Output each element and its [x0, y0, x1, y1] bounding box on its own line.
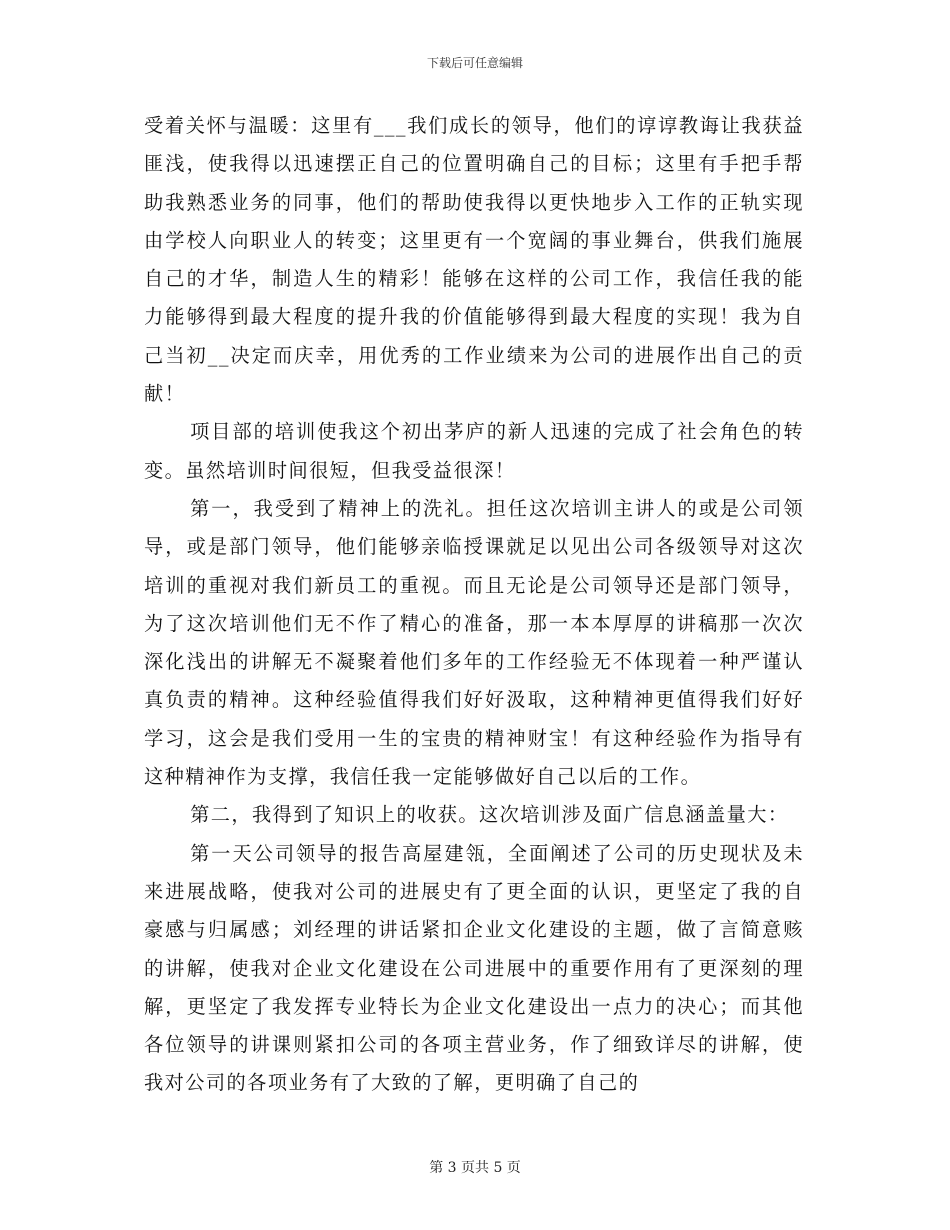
paragraph-5: 第一天公司领导的报告高屋建瓴，全面阐述了公司的历史现状及未来进展战略，使我对公司的进展史有了更全面的认识，更坚定了我的自豪感与归属感；刘经理的讲话紧扣企业文化建设的主题，做了言简意赅的讲解，使我对企业文化建设在公司进展中的重要作用有了更深刻的理解，更坚定了我发挥专业特长为企业文化建设出一点力的决心；而其他各位领导的讲课则紧扣公司的各项主营业务，作了细致详尽的讲解，使我对公司的各项业务有了大致的了解，更明确了自己的 [144, 841, 804, 1095]
paragraph-2: 项目部的培训使我这个初出茅庐的新人迅速的完成了社会角色的转变。虽然培训时间很短，但我受益很深！ [144, 420, 804, 482]
paragraph-3: 第一，我受到了精神上的洗礼。担任这次培训主讲人的或是公司领导，或是部门领导，他们能够亲临授课就足以见出公司各级领导对这次培训的重视对我们新员工的重视。而且无论是公司领导还是部门领导，为了这次培训他们无不作了精心的准备，那一本本厚厚的讲稿那一次次深化浅出的讲解无不凝聚着他们多年的工作经验无不体现着一种严谨认真负责的精神。这种经验值得我们好好汲取，这种精神更值得我们好好学习，这会是我们受用一生的宝贵的精神财宝！有这种经验作为指导有这种精神作为支撑，我信任我一定能够做好自己以后的工作。 [144, 496, 804, 789]
paragraph-1: 受着关怀与温暖：这里有___我们成长的领导，他们的谆谆教诲让我获益匪浅，使我得以迅速摆正自己的位置明确自己的目标；这里有手把手帮助我熟悉业务的同事，他们的帮助使我得以更快地步入工作的正轨实现由学校人向职业人的转变；这里更有一个宽阔的事业舞台，供我们施展自己的才华，制造人生的精彩！能够在这样的公司工作，我信任我的能力能够得到最大程度的提升我的价值能够得到最大程度的实现！我为自己当初__决定而庆幸，用优秀的工作业绩来为公司的进展作出自己的贡献！ [144, 114, 804, 406]
page-footer: 第 3 页共 5 页 [429, 1160, 521, 1176]
document-body [144, 107, 804, 1103]
paragraph-4: 第二，我得到了知识上的收获。这次培训涉及面广信息涵盖量大： [190, 803, 789, 827]
page-header: 下载后可任意编辑 [426, 56, 523, 70]
